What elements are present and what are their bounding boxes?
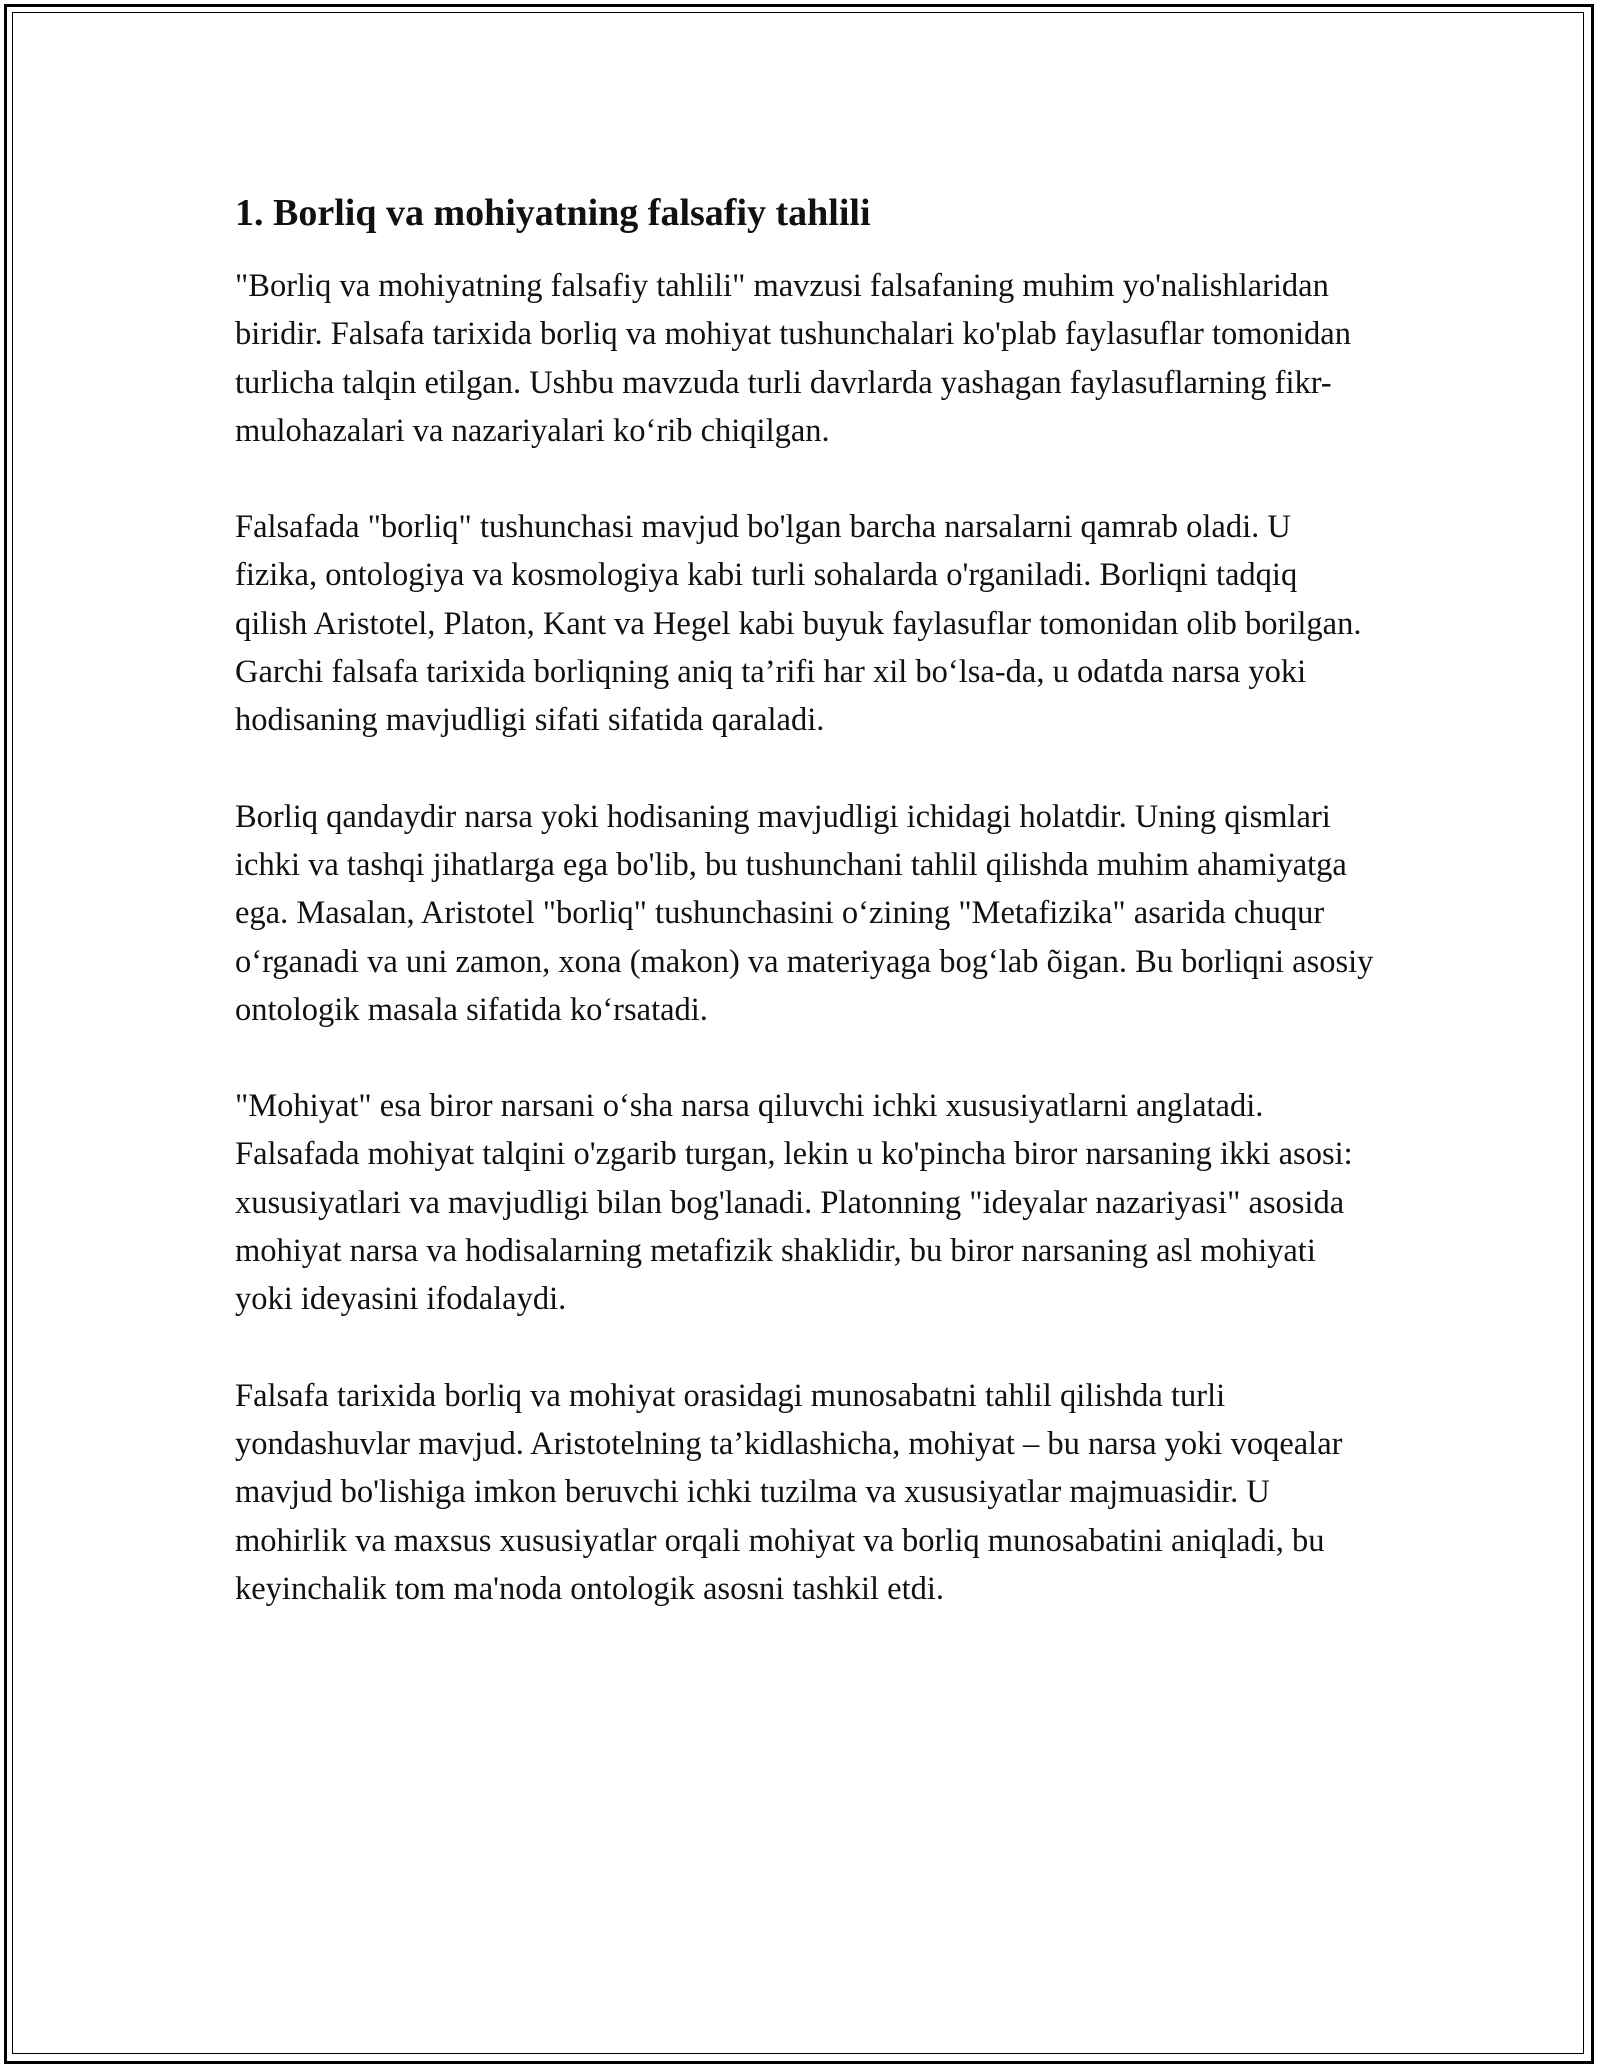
paragraph-borliq-state: Borliq qandaydir narsa yoki hodisaning mavjudligi ichidagi holatdir. Uning qismlari ichki va tashqi jihatlarga ega bo'lib, bu tushunchani tahlil qilishda muhim ahamiyatga ega. Masalan, Aristotel "borliq" tushunchasini o‘zining "Metafizika" asarida chuqur o‘rganadi va uni zamon, xona (makon) va materiyaga bog‘lab õigan. Bu borliqni asosiy ontologik masala sifatida ko‘rsatadi. (235, 798, 1374, 1028)
section-heading: 1. Borliq va mohiyatning falsafiy tahlili (235, 192, 871, 234)
paragraph-mohiyat: "Mohiyat" esa biror narsani o‘sha narsa qiluvchi ichki xususiyatlarni anglatadi. Falsafada mohiyat talqini o'zgarib turgan, lekin u ko'pincha biror narsaning ikki asosi: xususiyatlari va mavjudligi bilan bog'lanadi. Platonning "ideyalar nazariyasi" asosida mohiyat narsa va hodisalarning metafizik shaklidir, bu biror narsaning asl mohiyati yoki ideyasini ifodalaydi. (235, 1088, 1353, 1318)
document-content (235, 186, 1375, 1661)
paragraph-intro: "Borliq va mohiyatning falsafiy tahlili" mavzusi falsafaning muhim yo'nalishlaridan biridir. Falsafa tarixida borliq va mohiyat tushunchalari ko'plab faylasuflar tomonidan turlicha talqin etilgan. Ushbu mavzuda turli davrlarda yashagan faylasuflarning fikr-mulohazalari va nazariyalari ko‘rib chiqilgan. (235, 268, 1351, 449)
paragraph-borliq-definition: Falsafada "borliq" tushunchasi mavjud bo'lgan barcha narsalarni qamrab oladi. U fizika, ontologiya va kosmologiya kabi turli sohalarda o'rganiladi. Borliqni tadqiq qilish Aristotel, Platon, Kant va Hegel kabi buyuk faylasuflar tomonidan olib borilgan. Garchi falsafa tarixida borliqning aniq ta’rifi har xil bo‘lsa-da, u odatda narsa yoki hodisaning mavjudligi sifati sifatida qaraladi. (235, 509, 1362, 739)
paragraph-relationship: Falsafa tarixida borliq va mohiyat orasidagi munosabatni tahlil qilishda turli yondashuvlar mavjud. Aristotelning ta’kidlashicha, mohiyat – bu narsa yoki voqealar mavjud bo'lishiga imkon beruvchi ichki tuzilma va xususiyatlar majmuasidir. U mohirlik va maxsus xususiyatlar orqali mohiyat va borliq munosabatini aniqladi, bu keyinchalik tom ma'noda ontologik asosni tashkil etdi. (235, 1377, 1343, 1607)
